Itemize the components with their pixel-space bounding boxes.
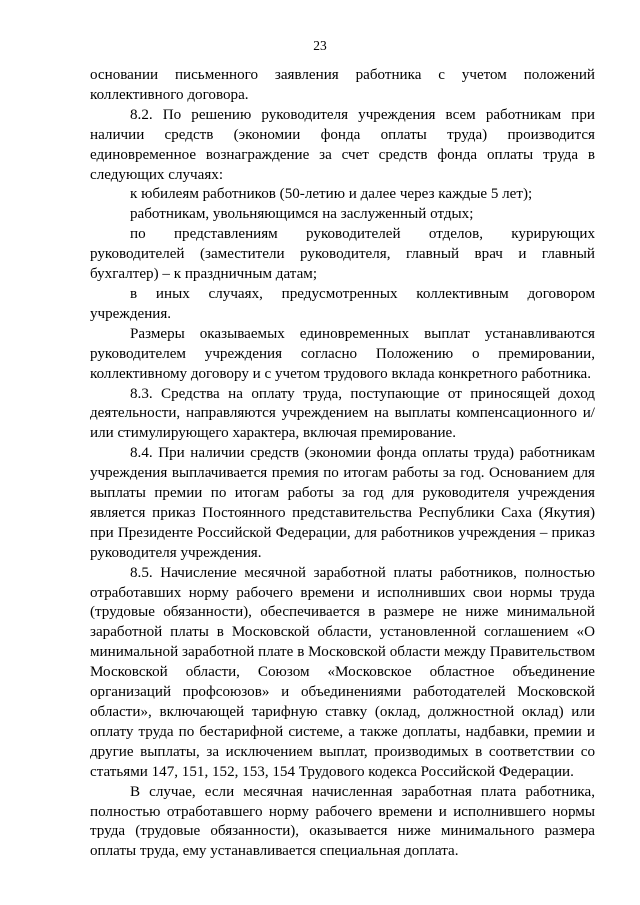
page-number: 23 <box>313 38 327 53</box>
list-item-holidays: по представлениям руководителей отделов, курирующих руководителей (заместители руководителя, главный врач и главный бухгалтер) – к праздничным датам; <box>90 226 595 283</box>
list-item-other-cases: в иных случаях, предусмотренных коллективным договором учреждения. <box>90 285 595 322</box>
list-item-anniversaries: к юбилеям работников (50-летию и далее через каждые 5 лет); <box>130 186 533 203</box>
paragraph-8-2: 8.2. По решению руководителя учреждения всем работникам при наличии средств (экономии фонда оплаты труда) производится единовременное вознаграждение за счет средств фонда оплаты труда в следующих случаях: <box>90 106 595 183</box>
document-body <box>90 66 595 862</box>
paragraph-payment-amounts: Размеры оказываемых единовременных выплат устанавливаются руководителем учреждения согласно Положению о премировании, коллективному договору и с учетом трудового вклада конкретного работника. <box>90 325 595 382</box>
paragraph-8-5: 8.5. Начисление месячной заработной платы работников, полностью отработавших норму рабочего времени и исполнивших свои нормы труда (трудовые обязанности), обеспечивается в размере не ниже минимальной заработной платы в Московской области, установленной соглашением «О минимальной заработной плате в Московской области между Правительством Московской области, Союзом «Московское областное объединение организаций профсоюзов» и объединениями работодателей Московской области», включающей тарифную ставку (оклад, должностной оклад) или оплату труда по бестарифной системе, а также доплаты, надбавки, премии и другие выплаты, за исключением выплат, производимых в соответствии со статьями 147, 151, 152, 153, 154 Трудового кодекса Российской Федерации. <box>90 564 595 780</box>
paragraph-special-supplement: В случае, если месячная начисленная заработная плата работника, полностью отработавшего норму рабочего времени и исполнившего нормы труда (трудовые обязанности), оказывается ниже минимального размера оплаты труда, ему устанавливается специальная доплата. <box>90 783 595 860</box>
paragraph-continuation: основании письменного заявления работника с учетом положений коллективного договора. <box>90 67 595 103</box>
list-item-retirement: работникам, увольняющимся на заслуженный отдых; <box>130 206 474 223</box>
paragraph-8-4: 8.4. При наличии средств (экономии фонда оплаты труда) работникам учреждения выплачивается премия по итогам работы за год. Основанием для выплаты премии по итогам работы за год для руководителя учреждения является приказ Постоянного представительства Республики Саха (Якутия) при Президенте Российской Федерации, для работников учреждения – приказ руководителя учреждения. <box>90 445 595 561</box>
paragraph-8-3: 8.3. Средства на оплату труда, поступающие от приносящей доход деятельности, направляются учреждением на выплаты компенсационного и/или стимулирующего характера, включая премирование. <box>90 385 595 442</box>
